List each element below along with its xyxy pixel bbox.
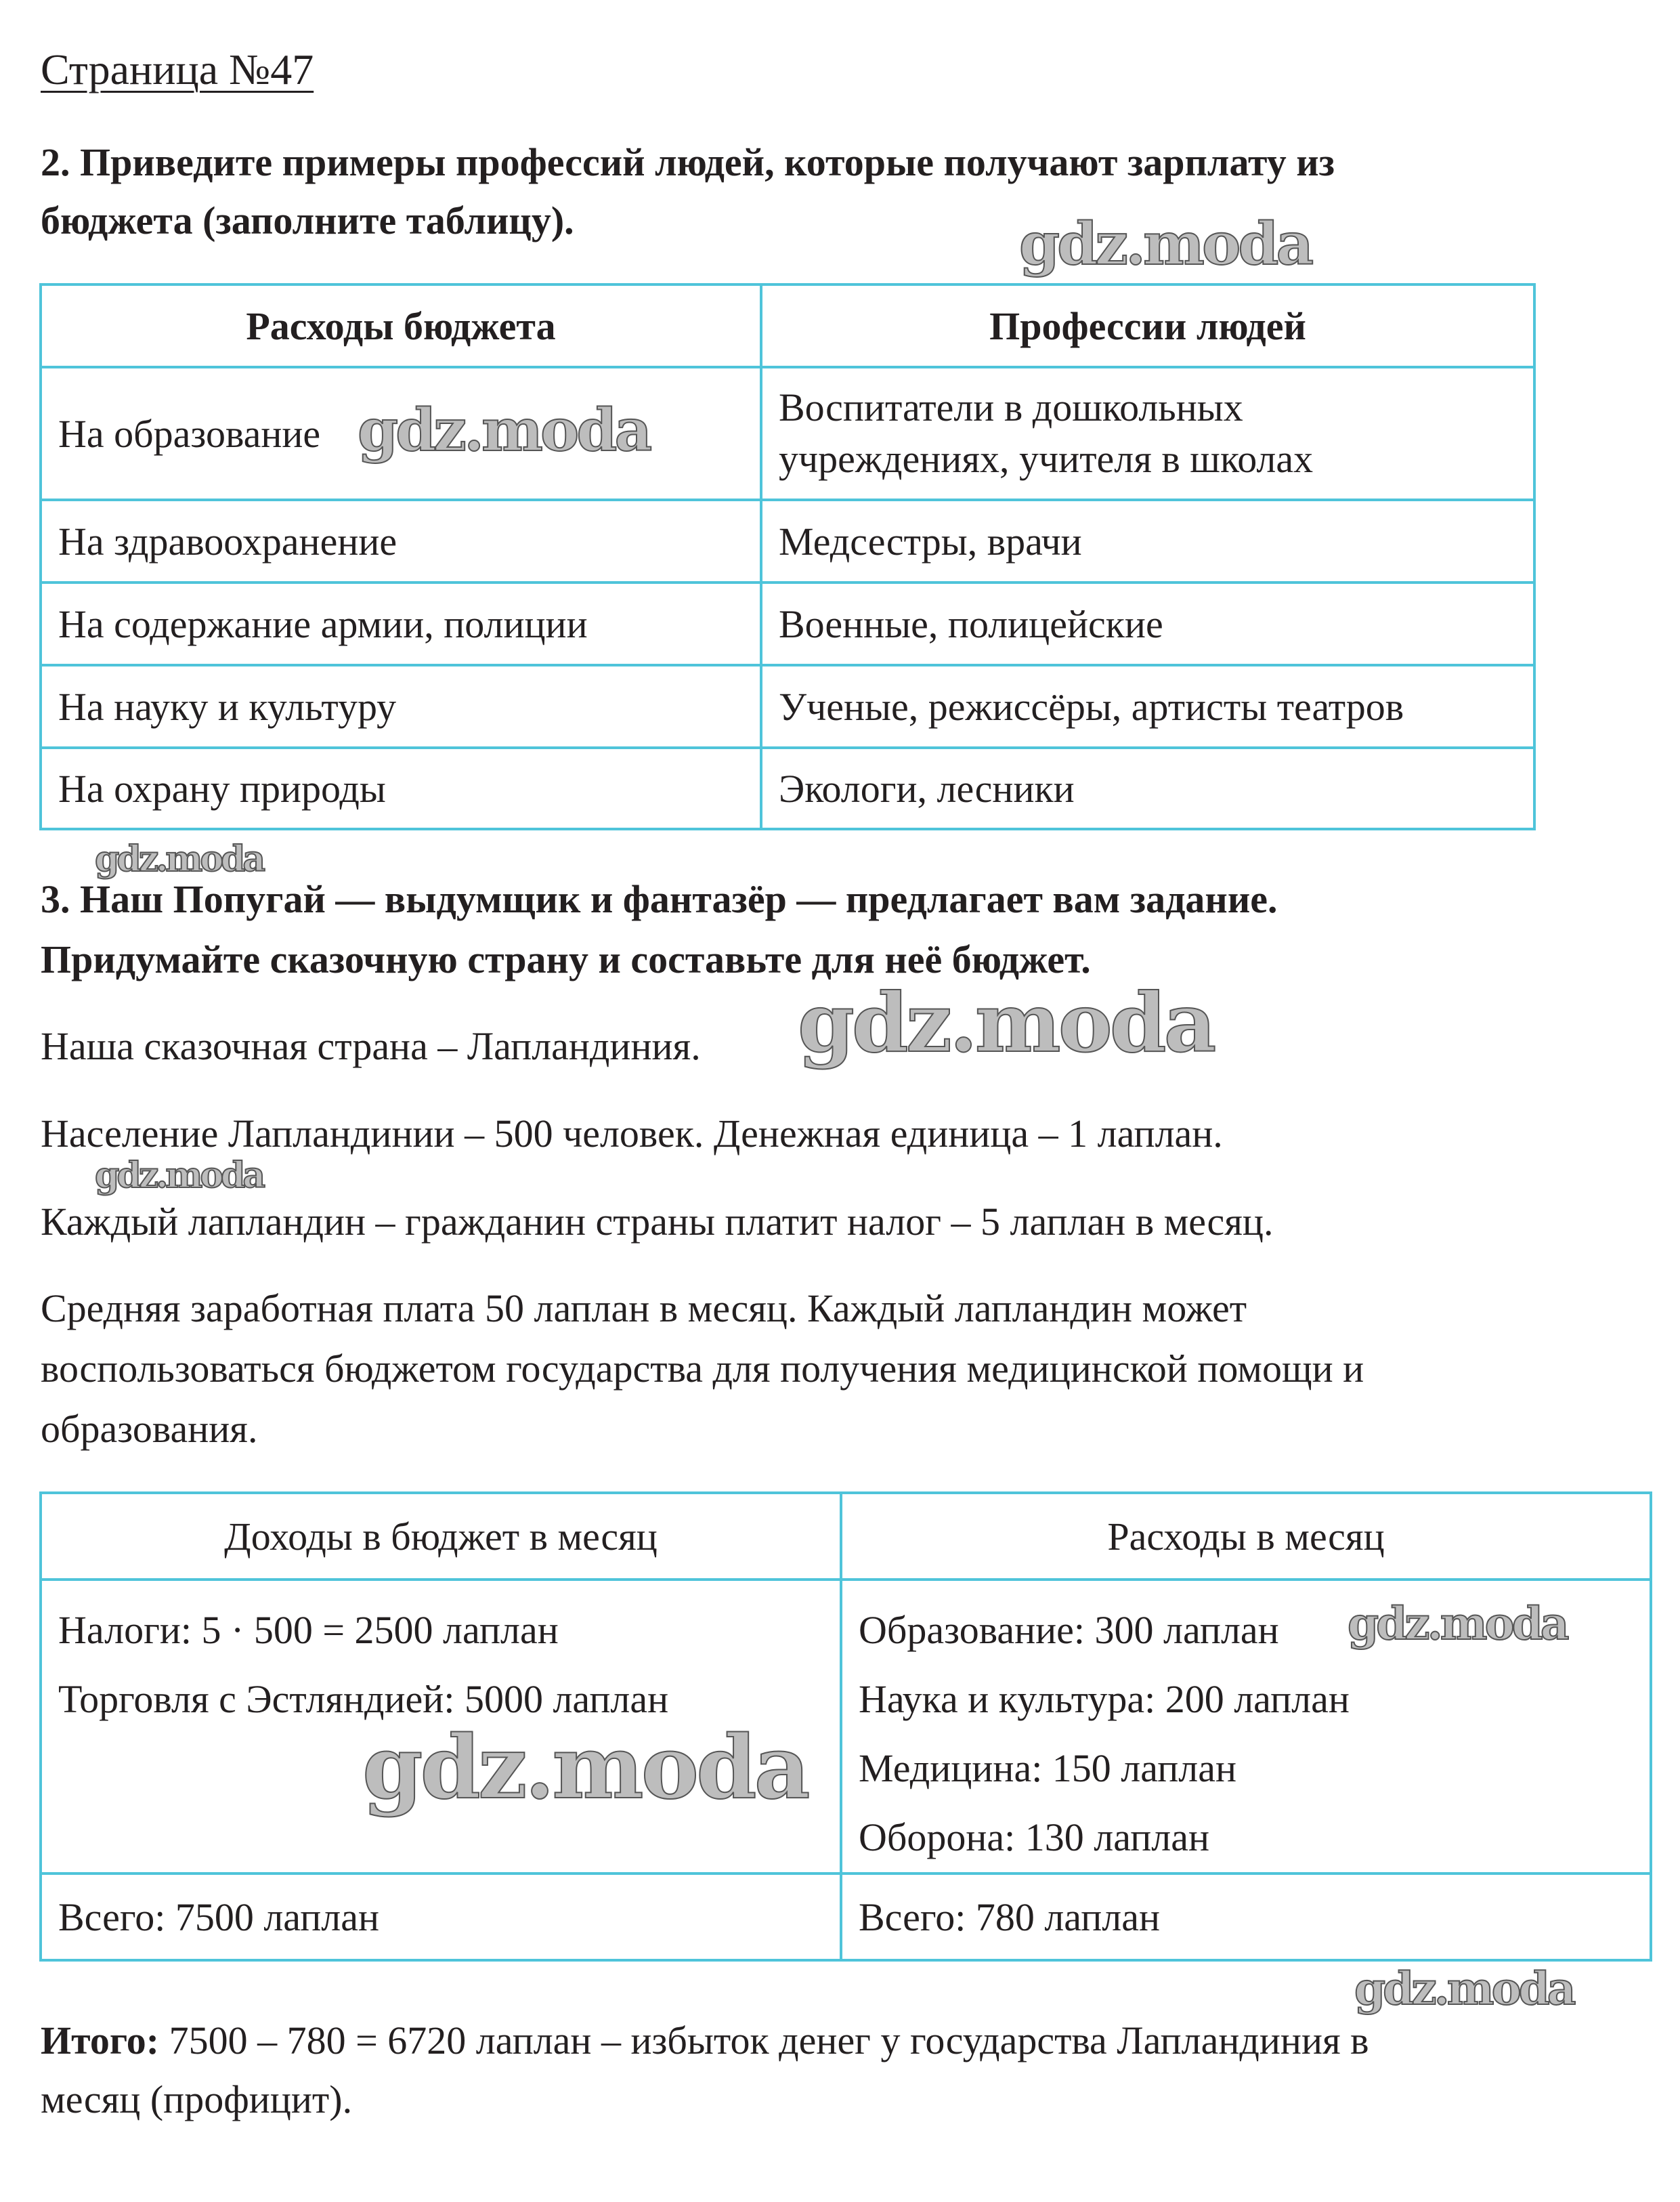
paragraph: образования. [41,1407,258,1451]
table-row [41,748,1534,829]
paragraph: Каждый лапландин – гражданин страны платит налог – 5 лаплан в месяц. [41,1200,1274,1244]
professions-cell: Военные, полицейские [761,583,1534,665]
watermark: gdz.moda [358,396,650,465]
watermark: gdz.moda [362,1717,808,1819]
table-header: Расходы бюджета [41,284,761,367]
paragraph: Средняя заработная плата 50 лаплан в месяц. Каждый лапландин может [41,1286,1247,1330]
professions-table [39,283,1536,830]
paragraph: Население Лапландинии – 500 человек. Денежная единица – 1 лаплан. [41,1111,1223,1156]
expense-cell: На здравоохранение [41,500,761,583]
professions-cell: Воспитатели в дошкольных учреждениях, учителя в школах [761,367,1534,500]
watermark: gdz.moda [798,975,1214,1071]
professions-cell: Экологи, лесники [761,748,1534,829]
table-row [41,1873,1651,1960]
task3-question-line-2: Придумайте сказочную страну и составьте для неё бюджет. [41,937,1091,981]
income-cell: Налоги: 5 · 500 = 2500 лаплан Торговля с Эстляндией: 5000 лаплан [41,1580,841,1873]
table-row [41,500,1534,583]
income-total: Всего: 7500 лаплан [41,1873,841,1960]
task3-question-line-1: 3. Наш Попугай — выдумщик и фантазёр — предлагает вам задание. [41,877,1278,921]
task2-question-line-1: 2. Приведите примеры профессий людей, которые получают зарплату из [41,140,1335,184]
result-line-2: месяц (профицит). [41,2077,353,2121]
table-row [41,367,1534,500]
expense-cell: На науку и культуру [41,665,761,748]
paragraph: воспользоваться бюджетом государства для получения медицинской помощи и [41,1347,1364,1391]
table-row [41,665,1534,748]
expense-cell: На образование [41,367,761,500]
watermark: gdz.moda [95,1155,263,1196]
result-line-1: Итого: 7500 – 780 = 6720 лаплан – избыток денег у государства Лапландиния в [41,2018,1369,2062]
task2-question-line-2: бюджета (заполните таблицу). [41,198,574,242]
professions-cell: Медсестры, врачи [761,500,1534,583]
budget-table [39,1491,1652,1962]
table-header: Доходы в бюджет в месяц [41,1493,841,1580]
expense-cell: На содержание армии, полиции [41,583,761,665]
paragraph: Наша сказочная страна – Лапландиния. [41,1024,701,1068]
table-row [41,583,1534,665]
expense-cell: На охрану природы [41,748,761,829]
watermark: gdz.moda [1348,1597,1567,1650]
watermark: gdz.moda [1019,210,1312,278]
table-header: Расходы в месяц [841,1493,1651,1580]
expenses-total: Всего: 780 лаплан [841,1873,1651,1960]
expenses-cell: Образование: 300 лаплан Наука и культура: 200 лаплан Медицина: 150 лаплан Оборона: 130 лаплан [841,1580,1651,1873]
watermark: gdz.moda [95,839,263,880]
page-title: Страница №47 [41,45,314,93]
watermark: gdz.moda [1354,1962,1574,2015]
professions-cell: Ученые, режиссёры, артисты театров [761,665,1534,748]
table-header: Профессии людей [761,284,1534,367]
